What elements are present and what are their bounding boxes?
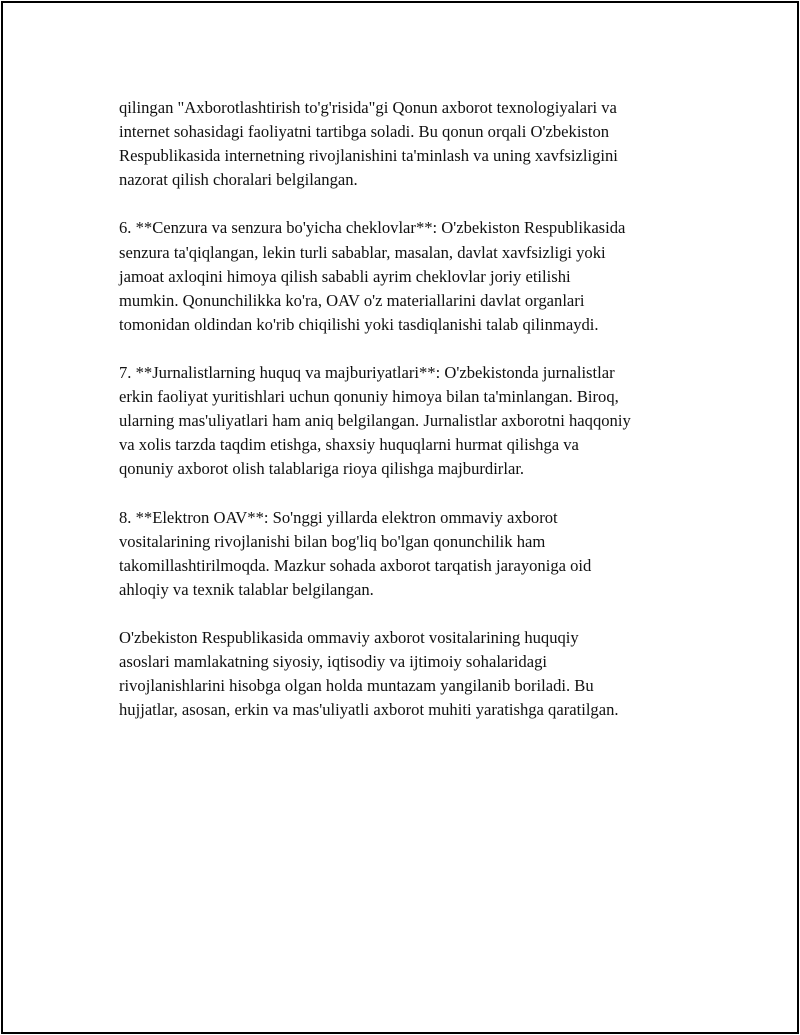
document-page xyxy=(1,1,799,1034)
paragraph-electronic-media: 8. **Elektron OAV**: So'nggi yillarda elektron ommaviy axborot vositalarining rivojlanishi bilan bog'liq bo'lgan qonunchilik ham takomillashtirilmoqda. Mazkur sohada axborot tarqatish jarayoniga oid ahloqiy va texnik talablar belgilangan. xyxy=(119,507,592,599)
paragraph-internet-law: qilingan "Axborotlashtirish to'g'risida"gi Qonun axborot texnologiyalari va internet sohasidagi faoliyatni tartibga soladi. Bu qonun orqali O'zbekiston Respublikasida internetning rivojlanishini ta'minlash va uning xavfsizligini nazorat qilish choralari belgilangan. xyxy=(119,98,618,190)
paragraph-journalists: 7. **Jurnalistlarning huquq va majburiyatlari**: O'zbekistonda jurnalistlar erkin faoliyat yuritishlari uchun qonuniy himoya bilan ta'minlangan. Biroq, ularning mas'uliyatlari ham aniq belgilangan. Jurnalistlar axborotni haqqoniy va xolis tarzda taqdim etishga, shaxsiy huquqlarni hurmat qilishga va qonuniy axborot olish talablariga rioya qilishga majburdirlar. xyxy=(119,363,631,479)
document-body xyxy=(119,96,699,747)
paragraph-conclusion: O'zbekiston Respublikasida ommaviy axborot vositalarining huquqiy asoslari mamlakatning siyosiy, iqtisodiy va ijtimoiy sohalaridagi rivojlanishlarini hisobga olgan holda muntazam yangilanib boriladi. Bu hujjatlar, asosan, erkin va mas'uliyatli axborot muhiti yaratishga qaratilgan. xyxy=(119,628,619,720)
paragraph-censorship: 6. **Cenzura va senzura bo'yicha cheklovlar**: O'zbekiston Respublikasida senzura ta'qiqlangan, lekin turli sabablar, masalan, davlat xavfsizligi yoki jamoat axloqini himoya qilish sababli ayrim cheklovlar joriy etilishi mumkin. Qonunchilikka ko'ra, OAV o'z materiallarini davlat organlari tomonidan oldindan ko'rib chiqilishi yoki tasdiqlanishi talab qilinmaydi. xyxy=(119,218,626,334)
